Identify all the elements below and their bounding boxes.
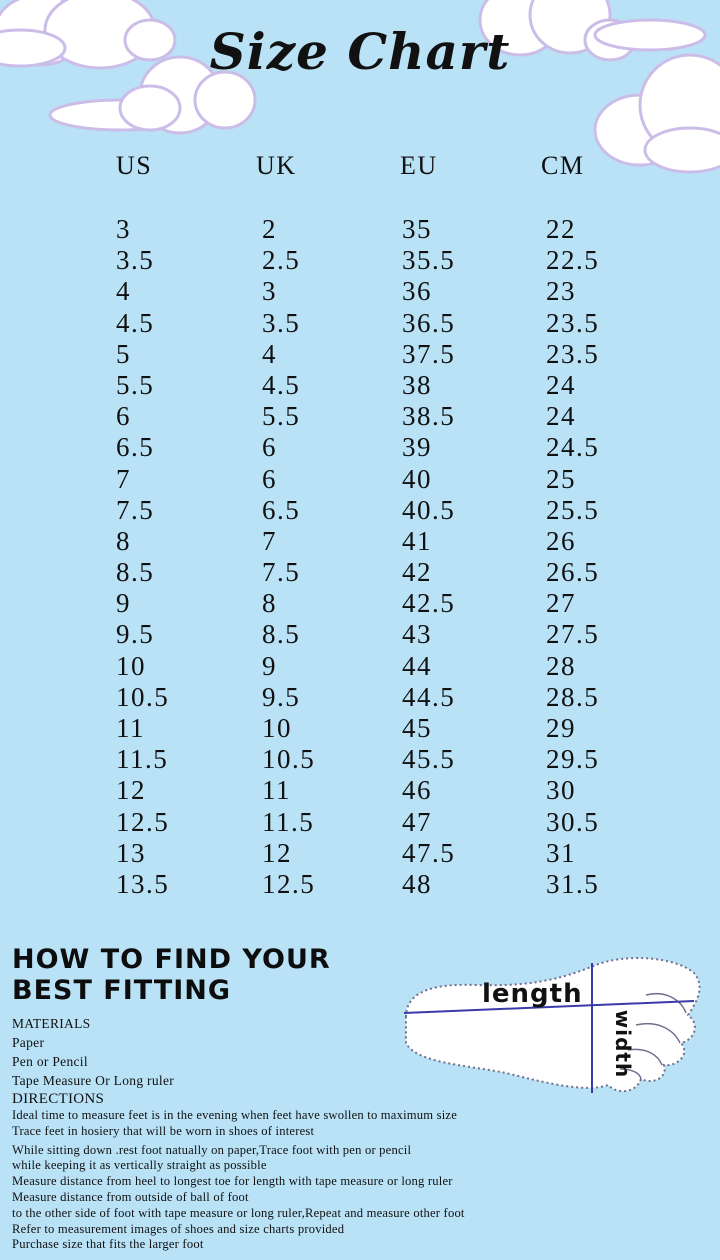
cell-cm: 24.5 [546, 432, 600, 463]
cell-cm: 29.5 [546, 744, 600, 775]
cell-cm: 31 [546, 837, 576, 868]
table-row [0, 464, 720, 495]
cell-uk: 6.5 [262, 494, 301, 525]
cell-us: 3.5 [116, 245, 155, 276]
cell-uk: 3 [262, 276, 277, 307]
cell-uk: 3.5 [262, 307, 301, 338]
cell-us: 3 [116, 214, 131, 244]
page-title: Size Chart [209, 22, 511, 81]
table-body [0, 214, 720, 900]
cell-us: 6.5 [116, 432, 155, 463]
header-us: US [116, 151, 153, 180]
cell-eu: 38.5 [402, 401, 456, 432]
cell-eu: 38 [402, 369, 432, 400]
cell-uk: 8 [262, 588, 277, 619]
howto-heading [12, 944, 331, 1006]
direction-line: Refer to measurement images of shoes and size charts provided [12, 1221, 345, 1236]
cell-cm: 23.5 [546, 307, 600, 338]
howto-line-1: HOW TO FIND YOUR [12, 944, 331, 975]
cell-us: 7.5 [116, 494, 155, 525]
cell-uk: 5.5 [262, 401, 301, 432]
cell-us: 10 [116, 650, 146, 681]
cell-cm: 30 [546, 775, 576, 806]
cell-us: 10.5 [116, 681, 170, 712]
cell-us: 5.5 [116, 369, 155, 400]
table-row [0, 838, 720, 869]
cell-us: 4 [116, 276, 131, 307]
cell-eu: 39 [402, 432, 432, 463]
table-row [0, 276, 720, 307]
table-row [0, 557, 720, 588]
material-item: Paper [12, 1035, 45, 1050]
cell-uk: 8.5 [262, 619, 301, 650]
cell-eu: 47 [402, 806, 432, 837]
cell-cm: 24 [546, 401, 576, 432]
cell-eu: 35.5 [402, 245, 456, 276]
cell-cm: 27 [546, 588, 576, 619]
cell-us: 12.5 [116, 806, 170, 837]
table-row [0, 401, 720, 432]
direction-line: Purchase size that fits the larger foot [12, 1237, 204, 1252]
cell-uk: 11 [262, 775, 291, 806]
cell-uk: 12.5 [262, 868, 316, 899]
cell-cm: 23 [546, 276, 576, 307]
cell-us: 13.5 [116, 868, 170, 899]
cell-cm: 31.5 [546, 868, 600, 899]
cell-us: 12 [116, 775, 146, 806]
cell-cm: 26.5 [546, 557, 600, 588]
header-cm: CM [541, 151, 585, 180]
cell-us: 9.5 [116, 619, 155, 650]
direction-line: Ideal time to measure feet is in the evening when feet have swollen to maximum size [12, 1108, 457, 1122]
direction-line: While sitting down .rest foot natually on paper,Trace foot with pen or pencil [12, 1142, 412, 1157]
cell-cm: 22.5 [546, 245, 600, 276]
size-table [0, 150, 720, 900]
cell-uk: 7 [262, 525, 277, 556]
material-item: Tape Measure Or Long ruler [12, 1073, 175, 1088]
cell-us: 11.5 [116, 744, 169, 775]
direction-line: to the other side of foot with tape measure or long ruler,Repeat and measure other foot [12, 1205, 465, 1220]
cell-us: 8.5 [116, 557, 155, 588]
howto-line-2: BEST FITTING [12, 975, 232, 1006]
directions-section [12, 1090, 712, 1253]
width-label: width [611, 1009, 635, 1079]
table-row [0, 713, 720, 744]
cell-eu: 46 [402, 775, 432, 806]
table-row [0, 495, 720, 526]
cell-eu: 37.5 [402, 338, 456, 369]
table-row [0, 339, 720, 370]
table-row [0, 807, 720, 838]
cell-eu: 44 [402, 650, 432, 681]
cell-eu: 36 [402, 276, 432, 307]
cell-cm: 23.5 [546, 338, 600, 369]
cell-eu: 48 [402, 868, 432, 899]
direction-line: Measure distance from outside of ball of foot [12, 1189, 249, 1204]
cell-eu: 43 [402, 619, 432, 650]
cell-eu: 40 [402, 463, 432, 494]
cell-eu: 45.5 [402, 744, 456, 775]
cell-eu: 47.5 [402, 837, 456, 868]
direction-line: Measure distance from heel to longest toe for length with tape measure or long ruler [12, 1174, 453, 1189]
cell-cm: 28 [546, 650, 576, 681]
cell-us: 6 [116, 401, 131, 432]
materials-section [12, 1014, 412, 1090]
cell-uk: 12 [262, 837, 292, 868]
cell-uk: 4 [262, 338, 277, 369]
table-row [0, 744, 720, 775]
cell-uk: 6 [262, 432, 277, 463]
material-item: Pen or Pencil [12, 1054, 88, 1069]
header-eu: EU [400, 151, 438, 180]
cell-uk: 9.5 [262, 681, 301, 712]
cell-cm: 24 [546, 369, 576, 400]
cell-cm: 26 [546, 525, 576, 556]
directions-heading: DIRECTIONS [12, 1091, 105, 1107]
cell-cm: 27.5 [546, 619, 600, 650]
cell-uk: 9 [262, 650, 277, 681]
table-row [0, 308, 720, 339]
cell-uk: 6 [262, 463, 277, 494]
table-row [0, 588, 720, 619]
cell-cm: 22 [546, 214, 576, 244]
cell-cm: 25.5 [546, 494, 600, 525]
cell-eu: 44.5 [402, 681, 456, 712]
cell-eu: 41 [402, 525, 432, 556]
cell-uk: 10 [262, 713, 292, 743]
table-header-row [0, 150, 720, 186]
cell-us: 13 [116, 837, 146, 868]
table-row [0, 682, 720, 713]
cell-us: 9 [116, 588, 131, 619]
cell-uk: 2.5 [262, 245, 301, 276]
cell-cm: 30.5 [546, 806, 600, 837]
table-row [0, 370, 720, 401]
cell-cm: 29 [546, 713, 576, 743]
table-row [0, 526, 720, 557]
cell-us: 11 [116, 713, 145, 743]
cell-eu: 42 [402, 557, 432, 588]
table-row [0, 869, 720, 900]
cell-eu: 40.5 [402, 494, 456, 525]
foot-diagram [396, 955, 706, 1100]
table-row [0, 775, 720, 806]
cell-uk: 11.5 [262, 806, 315, 837]
materials-heading: MATERIALS [12, 1016, 91, 1031]
cell-uk: 2 [262, 214, 277, 244]
length-label: length [482, 979, 583, 1009]
direction-line: while keeping it as vertically straight as possible [12, 1158, 267, 1173]
header-uk: UK [256, 151, 297, 180]
cell-eu: 35 [402, 214, 432, 244]
direction-line: Trace feet in hosiery that will be worn in shoes of interest [12, 1123, 315, 1138]
table-row [0, 245, 720, 276]
table-row [0, 651, 720, 682]
cell-us: 5 [116, 338, 131, 369]
cell-us: 7 [116, 463, 131, 494]
cell-uk: 7.5 [262, 557, 301, 588]
cell-uk: 4.5 [262, 369, 301, 400]
table-row [0, 214, 720, 245]
table-row [0, 432, 720, 463]
cell-cm: 28.5 [546, 681, 600, 712]
cell-cm: 25 [546, 463, 576, 494]
cell-us: 8 [116, 525, 131, 556]
cell-uk: 10.5 [262, 744, 316, 775]
cell-eu: 42.5 [402, 588, 456, 619]
cell-us: 4.5 [116, 307, 155, 338]
cell-eu: 45 [402, 713, 432, 743]
table-row [0, 619, 720, 650]
cell-eu: 36.5 [402, 307, 456, 338]
